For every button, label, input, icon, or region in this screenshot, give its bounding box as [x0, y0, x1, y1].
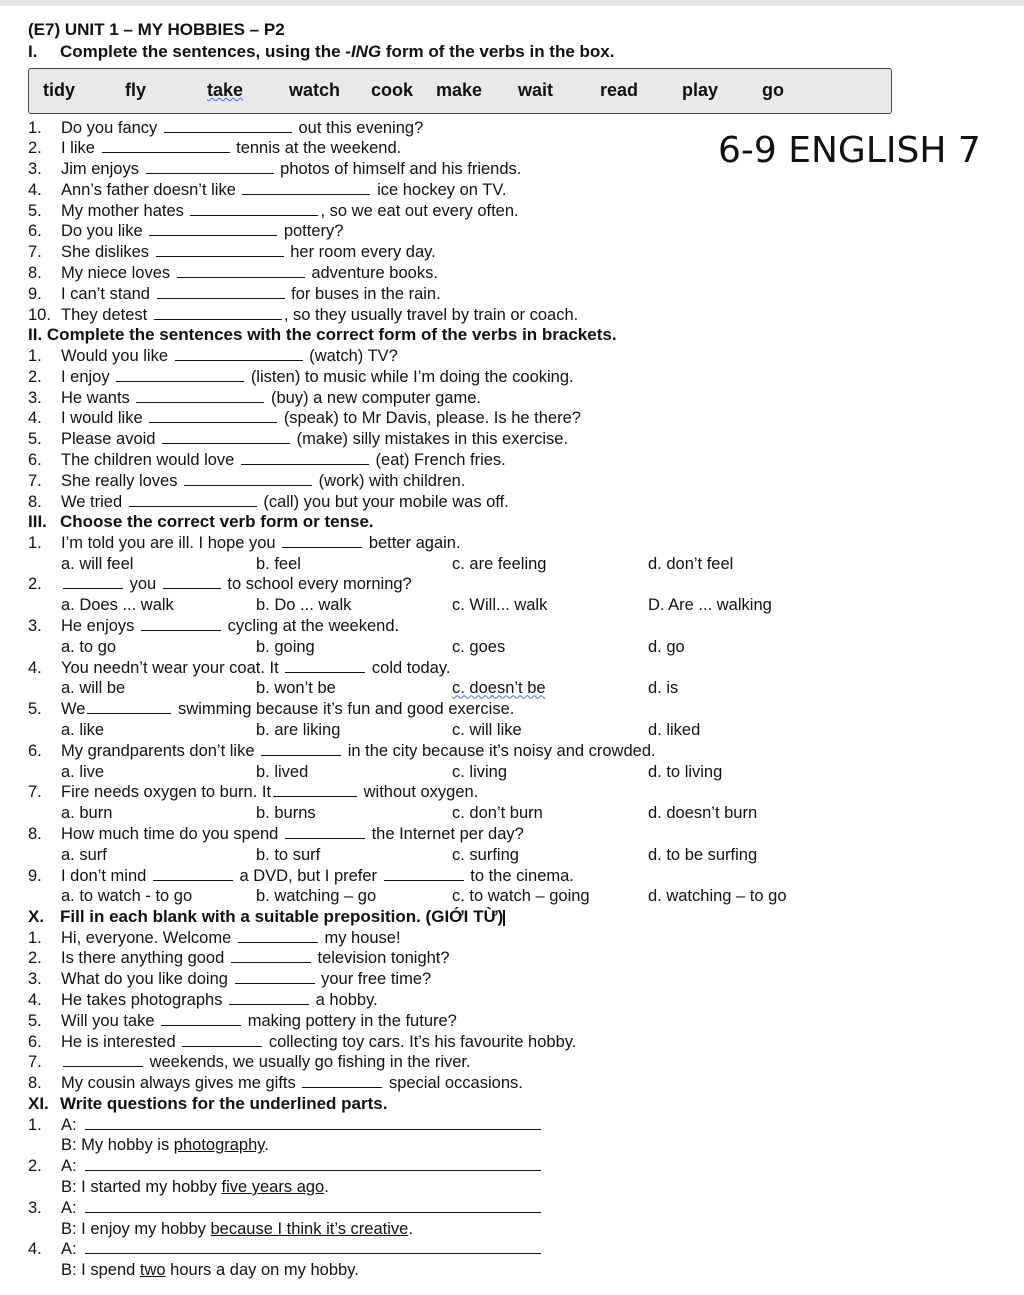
option[interactable]: c. Will... walk	[452, 596, 548, 615]
word-box-item: take	[207, 80, 244, 100]
exercise-item: 3. He wants (buy) a new computer game.	[28, 388, 481, 407]
answer-blank[interactable]	[163, 574, 221, 589]
exercise-item: 4. He takes photographs a hobby.	[28, 991, 378, 1010]
answer-blank[interactable]	[273, 782, 357, 797]
exercise-item: 1. Would you like (watch) TV?	[28, 346, 398, 365]
option[interactable]: d. don’t feel	[648, 554, 734, 573]
answer-blank[interactable]	[129, 492, 257, 507]
option[interactable]: c. to watch – going	[452, 887, 590, 906]
answer-blank[interactable]	[153, 866, 233, 881]
option[interactable]: a. will be	[61, 679, 126, 698]
answer-blank[interactable]	[161, 1011, 241, 1026]
exercise-item: 2. you to school every morning?	[28, 575, 412, 594]
answer-blank[interactable]	[146, 159, 274, 174]
top-toolbar-strip	[0, 0, 1024, 6]
option[interactable]: a. Does ... walk	[61, 596, 174, 615]
answer-blank[interactable]	[154, 305, 282, 320]
section-3-heading: III. Choose the correct verb form or tense.	[28, 512, 374, 532]
exercise-item: 5. Please avoid (make) silly mistakes in this exercise.	[28, 430, 569, 449]
answer-options	[28, 637, 1008, 658]
word-box-item: make	[436, 80, 483, 100]
answer-b-line: B: I enjoy my hobby because I think it’s creative.	[61, 1219, 413, 1238]
answer-options	[28, 886, 1008, 907]
answer-blank[interactable]	[231, 948, 311, 963]
answer-blank[interactable]	[184, 471, 312, 486]
answer-blank[interactable]	[235, 969, 315, 984]
verb-word-box	[28, 68, 892, 114]
option[interactable]: c. surfing	[452, 845, 519, 864]
answer-blank[interactable]	[242, 180, 370, 195]
answer-blank[interactable]	[116, 367, 244, 382]
section-11-heading: XI. Write questions for the underlined parts.	[28, 1094, 388, 1114]
option[interactable]: b. lived	[256, 762, 309, 781]
exercise-item: 5. Will you take making pottery in the future?	[28, 1011, 457, 1030]
question-item: 1. A:	[28, 1115, 1008, 1136]
exercise-item: 6. My grandparents don’t like in the city because it’s noisy and crowded.	[28, 741, 656, 760]
word-box-item: watch	[289, 80, 341, 100]
answer-blank[interactable]	[149, 408, 277, 423]
answer-line[interactable]	[85, 1156, 541, 1171]
exercise-item: 8. How much time do you spend the Internet per day?	[28, 825, 524, 843]
answer-options	[28, 595, 1008, 616]
exercise-item: 10. They detest , so they usually travel by train or coach.	[28, 305, 579, 324]
answer-blank[interactable]	[175, 346, 303, 361]
exercise-item: 3. What do you like doing your free time?	[28, 970, 432, 989]
text-cursor	[503, 910, 505, 926]
exercise-item: 3. He enjoys cycling at the weekend.	[28, 617, 400, 636]
exercise-item: 5. My mother hates , so we eat out every often.	[28, 201, 519, 220]
option[interactable]: d. to living	[648, 762, 723, 781]
answer-blank[interactable]	[141, 616, 221, 631]
option[interactable]: c. living	[452, 762, 508, 781]
option[interactable]: b. to surf	[256, 845, 321, 864]
worksheet	[28, 18, 1008, 1281]
option[interactable]: a. like	[61, 721, 105, 740]
answer-blank[interactable]	[190, 201, 318, 216]
answer-options	[28, 678, 1008, 699]
answer-b-line: B: I spend two hours a day on my hobby.	[61, 1261, 359, 1280]
page-title: (E7) UNIT 1 – MY HOBBIES – P2	[28, 20, 285, 39]
word-box-item: wait	[518, 80, 554, 100]
exercise-item: 9. I don’t mind a DVD, but I prefer to the cinema.	[28, 866, 574, 885]
answer-blank[interactable]	[87, 699, 171, 714]
option[interactable]: d. doesn’t burn	[648, 804, 758, 823]
answer-blank[interactable]	[282, 533, 362, 548]
option[interactable]: b. watching – go	[256, 887, 377, 906]
answer-b-line: B: My hobby is photography.	[61, 1136, 269, 1155]
word-box-item: tidy	[43, 80, 76, 100]
answer-blank[interactable]	[177, 263, 305, 278]
option[interactable]: b. feel	[256, 554, 301, 573]
answer-blank[interactable]	[156, 242, 284, 257]
word-box-item: cook	[371, 80, 414, 100]
section-1-heading: I. Complete the sentences, using the -ING form of the verbs in the box.	[28, 42, 615, 61]
option[interactable]: a. surf	[61, 845, 107, 864]
option[interactable]: b. burns	[256, 804, 316, 823]
word-box-item: read	[600, 80, 639, 100]
answer-blank[interactable]	[261, 741, 341, 756]
section-10-heading: X. Fill in each blank with a suitable preposition. (GIỚI TỪ)	[28, 907, 504, 927]
exercise-item: 6. He is interested collecting toy cars. It’s his favourite hobby.	[28, 1032, 577, 1051]
exercise-item: 6. Do you like pottery?	[28, 222, 344, 241]
exercise-item: 4. Ann’s father doesn’t like ice hockey on TV.	[28, 180, 507, 199]
exercise-item: 1. I’m told you are ill. I hope you better again.	[28, 533, 461, 552]
answer-blank[interactable]	[182, 1032, 262, 1047]
exercise-item: 2. I like tennis at the weekend.	[28, 139, 402, 158]
option[interactable]: d. is	[648, 679, 679, 698]
answer-b-line: B: I started my hobby five years ago.	[61, 1177, 329, 1196]
exercise-item: 7. She really loves (work) with children.	[28, 471, 466, 490]
option[interactable]: d. to be surfing	[648, 845, 758, 864]
exercise-item: 7. Fire needs oxygen to burn. It without oxygen.	[28, 783, 479, 802]
exercise-item: 9. I can’t stand for buses in the rain.	[28, 284, 441, 303]
word-box-item: go	[762, 80, 784, 100]
answer-blank[interactable]	[63, 574, 123, 589]
answer-options	[28, 554, 1008, 575]
exercise-item: 1. Hi, everyone. Welcome my house!	[28, 928, 401, 947]
option[interactable]: b. going	[256, 637, 315, 656]
exercise-item: 8. My cousin always gives me gifts special occasions.	[28, 1074, 523, 1093]
answer-blank[interactable]	[149, 221, 277, 236]
option[interactable]: D. Are ... walking	[648, 596, 772, 615]
option[interactable]: a. to go	[61, 637, 117, 656]
exercise-item: 1. Do you fancy out this evening?	[28, 118, 424, 137]
answer-options	[28, 845, 1008, 866]
answer-blank[interactable]	[162, 429, 290, 444]
section-2-heading: II. Complete the sentences with the correct form of the verbs in brackets.	[28, 325, 617, 345]
answer-line[interactable]	[85, 1198, 541, 1213]
word-box-item: fly	[125, 80, 147, 100]
option[interactable]: c. doesn’t be	[452, 679, 546, 698]
option[interactable]: c. don’t burn	[452, 804, 543, 823]
option[interactable]: d. liked	[648, 721, 701, 740]
exercise-item: 8. My niece loves adventure books.	[28, 264, 438, 283]
answer-blank[interactable]	[285, 658, 365, 673]
answer-blank[interactable]	[285, 824, 365, 839]
answer-blank[interactable]	[241, 450, 369, 465]
option[interactable]: b. won’t be	[256, 679, 336, 698]
answer-options	[28, 720, 1008, 741]
answer-blank[interactable]	[102, 138, 230, 153]
word-box-item: play	[682, 80, 719, 100]
answer-blank[interactable]	[63, 1052, 143, 1067]
answer-blank[interactable]	[164, 118, 292, 133]
answer-blank[interactable]	[302, 1073, 382, 1088]
answer-blank[interactable]	[136, 388, 264, 403]
exercise-item: 4. You needn’t wear your coat. It cold today.	[28, 658, 451, 677]
answer-blank[interactable]	[157, 284, 285, 299]
answer-options	[28, 803, 1008, 824]
option[interactable]: b. Do ... walk	[256, 596, 352, 615]
question-item: 4. A:	[28, 1239, 1008, 1260]
exercise-item: 7. weekends, we usually go fishing in the river.	[28, 1053, 471, 1072]
option[interactable]: c. goes	[452, 637, 506, 656]
option[interactable]: a. live	[61, 762, 105, 781]
answer-blank[interactable]	[229, 990, 309, 1005]
option[interactable]: c. will like	[452, 721, 522, 740]
exercise-item: 7. She dislikes her room every day.	[28, 243, 436, 262]
option[interactable]: a. burn	[61, 804, 113, 823]
option[interactable]: d. watching – to go	[648, 887, 787, 906]
answer-blank[interactable]	[238, 928, 318, 943]
question-item: 3. A:	[28, 1198, 1008, 1219]
option[interactable]: b. are liking	[256, 721, 341, 740]
exercise-item: 6. The children would love (eat) French fries.	[28, 450, 506, 469]
exercise-item: 4. I would like (speak) to Mr Davis, please. Is he there?	[28, 409, 581, 428]
exercise-item: 3. Jim enjoys photos of himself and his friends.	[28, 160, 522, 179]
answer-blank[interactable]	[384, 866, 464, 881]
answer-line[interactable]	[85, 1115, 541, 1130]
option[interactable]: a. will feel	[61, 554, 134, 573]
watermark-label: 6-9 ENGLISH 7	[718, 130, 981, 171]
exercise-item: 2. Is there anything good television tonight?	[28, 949, 450, 968]
exercise-item: 8. We tried (call) you but your mobile was off.	[28, 492, 509, 511]
answer-line[interactable]	[85, 1239, 541, 1254]
question-item: 2. A:	[28, 1156, 1008, 1177]
answer-options	[28, 762, 1008, 783]
option[interactable]: d. go	[648, 637, 685, 656]
exercise-item: 5. We swimming because it’s fun and good exercise.	[28, 700, 515, 719]
option[interactable]: c. are feeling	[452, 554, 547, 573]
exercise-item: 2. I enjoy (listen) to music while I’m doing the cooking.	[28, 367, 574, 386]
option[interactable]: a. to watch - to go	[61, 887, 193, 906]
